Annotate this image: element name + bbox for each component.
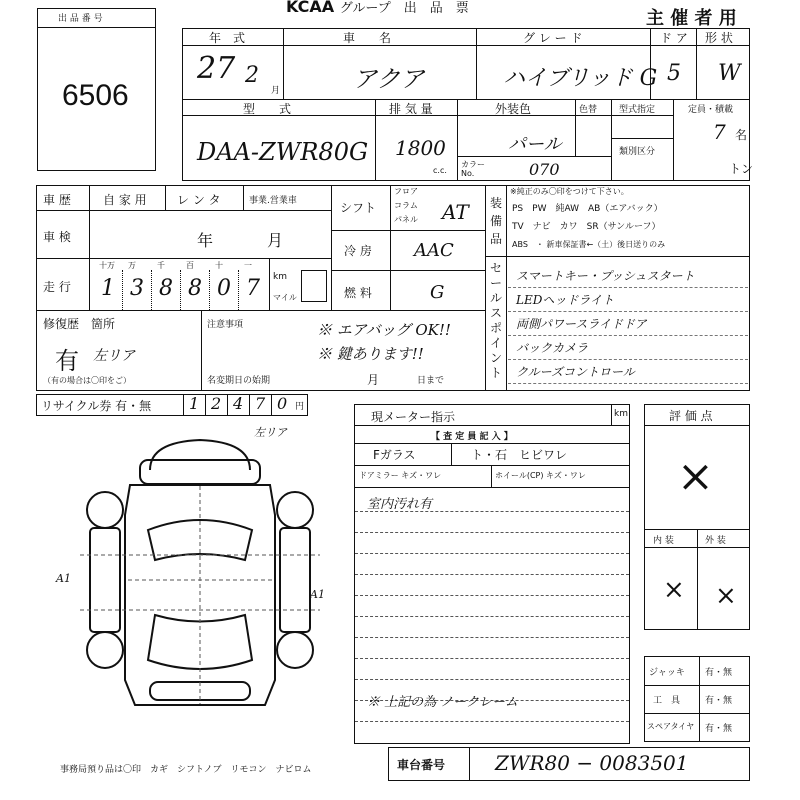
recycle-block bbox=[36, 394, 308, 416]
mileage-digit: 1 bbox=[101, 276, 115, 301]
history-option-business[interactable]: 事業.営業車 bbox=[249, 196, 297, 206]
inspector-section-title: 【 査 定 員 記 入 】 bbox=[431, 432, 513, 442]
sales-point-item: 両側パワースライドドア bbox=[516, 317, 647, 331]
evaluation-score: × bbox=[677, 451, 714, 502]
equipment-line-2: TV ナビ カワ SR（サンルーフ） bbox=[512, 222, 661, 232]
jack-yes-no[interactable]: 有・無 bbox=[705, 668, 733, 678]
mileage-digit: 0 bbox=[217, 276, 231, 301]
inspection-year: 年 bbox=[197, 231, 214, 250]
door-value: 5 bbox=[667, 61, 681, 86]
deadline-day: 日まで bbox=[417, 376, 445, 386]
tools-yes-no[interactable]: 有・無 bbox=[705, 696, 733, 706]
jack-label: ジャッキ bbox=[649, 668, 685, 678]
shift-value: AT bbox=[442, 200, 469, 224]
diagram-left-mark: A1 bbox=[56, 572, 71, 585]
mileage-digit: 8 bbox=[188, 276, 202, 301]
evaluation-label: 評 価 点 bbox=[669, 409, 713, 423]
repair-value: 有 bbox=[55, 347, 79, 375]
sales-point-item: LEDヘッドライト bbox=[516, 293, 614, 307]
category-label: 類別区分 bbox=[619, 147, 656, 157]
equipment-check-block bbox=[644, 656, 750, 742]
tools-label: 工 具 bbox=[653, 696, 681, 706]
sales-point-item: スマートキー・プッシュスタート bbox=[516, 269, 695, 283]
caution-line-2: ※ 鍵あります!! bbox=[317, 345, 424, 363]
spare-yes-no[interactable]: 有・無 bbox=[705, 724, 733, 734]
recycle-digit: 7 bbox=[255, 394, 266, 413]
repair-block bbox=[36, 310, 486, 391]
color-label: 外装色 bbox=[495, 102, 532, 116]
color-change-label: 色替 bbox=[579, 105, 598, 115]
door-label: ド ア bbox=[660, 31, 688, 45]
mileage-label: 走 行 bbox=[43, 280, 71, 294]
grade-value: ハイブリッド G bbox=[503, 66, 658, 91]
vehicle-row-1 bbox=[182, 28, 750, 100]
mile-label: マイル bbox=[273, 293, 297, 302]
fuel-value: G bbox=[430, 282, 445, 303]
caution-line-1: ※ エアバッグ OK!! bbox=[317, 321, 451, 339]
shift-column: コラム bbox=[394, 201, 418, 210]
mileage-digit: 7 bbox=[246, 276, 260, 301]
brand-logo: KCAA bbox=[286, 0, 335, 16]
model-value: DAA-ZWR80G bbox=[197, 138, 369, 166]
repair-detail: 左リア bbox=[93, 348, 135, 364]
recycle-label: リサイクル券 有・無 bbox=[41, 399, 152, 413]
km-label: km bbox=[273, 272, 287, 282]
recycle-digit: 2 bbox=[211, 394, 222, 413]
color-no-value: 070 bbox=[529, 160, 560, 179]
group-title: グループ 出 品 票 bbox=[339, 1, 469, 16]
brand-title bbox=[286, 0, 469, 16]
glass-label: Fガラス bbox=[373, 448, 416, 462]
lot-number-label: 出 品 番 号 bbox=[58, 14, 103, 24]
mirror-label: ドアミラー キズ・ワレ bbox=[359, 471, 442, 480]
organizer-copy: 主 催 者 用 bbox=[646, 8, 737, 29]
shape-value: W bbox=[718, 61, 741, 86]
equipment-block bbox=[485, 185, 750, 257]
chassis-value: ZWR80 − 0083501 bbox=[495, 751, 689, 775]
sales-point-item: クルーズコントロール bbox=[516, 365, 635, 379]
inspector-block bbox=[354, 404, 630, 744]
displacement-label: 排 気 量 bbox=[389, 102, 433, 116]
shift-label: シフト bbox=[340, 201, 377, 215]
sales-point-item: バックカメラ bbox=[516, 341, 589, 355]
shape-label: 形 状 bbox=[705, 31, 733, 45]
chassis-block bbox=[388, 747, 750, 781]
equipment-label: 装備品 bbox=[490, 196, 503, 246]
color-value: パール bbox=[508, 134, 562, 155]
mileage-unit-label: 一 bbox=[244, 261, 252, 270]
shift-panel: パネル bbox=[394, 215, 418, 224]
vehicle-row-2 bbox=[182, 99, 754, 181]
month-unit: 月 bbox=[271, 86, 281, 96]
inspector-remark-2: ※ 上記の為 ノークレーム bbox=[367, 695, 518, 710]
meter-label: 現メーター指示 bbox=[371, 410, 456, 424]
mileage-unit-label: 万 bbox=[128, 261, 136, 270]
exterior-label: 外 装 bbox=[705, 536, 726, 546]
mileage-unit-label: 十 bbox=[215, 261, 223, 270]
equipment-line-3: ABS ・ 新車保証書←（土）後日送りのみ bbox=[512, 240, 666, 249]
capacity-label: 定員・積載 bbox=[688, 105, 734, 115]
fuel-label: 燃 料 bbox=[344, 286, 372, 300]
history-option-private[interactable]: 自 家 用 bbox=[103, 193, 147, 207]
equipment-note: ※純正のみ〇印をつけて下さい。 bbox=[510, 187, 629, 196]
shift-floor: フロア bbox=[394, 187, 418, 196]
ac-value: AAC bbox=[414, 240, 454, 261]
lot-number: 6506 bbox=[62, 79, 129, 112]
car-name-label: 車 名 bbox=[343, 31, 392, 45]
shift-block bbox=[331, 185, 486, 311]
history-label: 車 歴 bbox=[43, 193, 71, 207]
year-label: 年 式 bbox=[209, 31, 246, 45]
interior-score: × bbox=[663, 575, 685, 605]
car-name-value: アクア bbox=[353, 65, 425, 93]
history-option-rental[interactable]: レ ン タ bbox=[177, 193, 221, 207]
mileage-digit: 8 bbox=[159, 276, 173, 301]
inspector-remark-1: 室内汚れ有 bbox=[367, 497, 433, 512]
deadline-month: 月 bbox=[367, 373, 380, 387]
spare-label: スペアタイヤ bbox=[647, 722, 695, 731]
wheel-label: ホイール(CP) キズ・ワレ bbox=[495, 471, 586, 480]
model-label: 型 式 bbox=[243, 102, 292, 116]
evaluation-block bbox=[644, 404, 750, 630]
recycle-digit: 1 bbox=[189, 394, 200, 413]
load-unit: トン bbox=[729, 162, 754, 176]
mileage-unit-label: 千 bbox=[157, 261, 165, 270]
exterior-score: × bbox=[715, 581, 737, 611]
mileage-unit-label: 百 bbox=[186, 261, 194, 270]
history-block bbox=[36, 185, 332, 311]
sales-points-label: セールスポイント bbox=[490, 261, 503, 380]
sales-points-block bbox=[485, 256, 750, 391]
year-value: 27 bbox=[197, 51, 236, 86]
chassis-label: 車台番号 bbox=[397, 758, 446, 772]
equipment-line-1: PS PW 純AW AB（エアバック） bbox=[512, 204, 663, 214]
glass-options: ト・石 ヒビワレ bbox=[471, 448, 568, 462]
color-no-label: カラー No. bbox=[461, 160, 485, 178]
displacement-value: 1800 bbox=[395, 136, 446, 160]
grade-label: グ レ ー ド bbox=[523, 31, 583, 45]
mileage-digit: 3 bbox=[130, 276, 144, 301]
inspection-label: 車 検 bbox=[43, 230, 71, 244]
office-note: 事務局預り品は〇印 カギ シフトノブ リモコン ナビロム bbox=[60, 765, 312, 775]
ac-label: 冷 房 bbox=[344, 244, 372, 258]
capacity-value: 7 bbox=[713, 120, 726, 144]
cc-unit: c.c. bbox=[433, 166, 447, 175]
recycle-digit: 4 bbox=[233, 394, 244, 413]
interior-label: 内 装 bbox=[653, 536, 674, 546]
caution-label: 注意事項 bbox=[207, 320, 244, 330]
inspection-month: 月 bbox=[267, 231, 284, 250]
mileage-unit-label: 十万 bbox=[99, 261, 115, 270]
meter-km: km bbox=[614, 409, 628, 419]
repair-label: 修復歴 箇所 bbox=[43, 317, 116, 331]
car-damage-diagram bbox=[70, 430, 330, 730]
diagram-top-mark: 左リア bbox=[254, 426, 287, 439]
deadline-label: 名変期日の始期 bbox=[207, 376, 271, 386]
recycle-unit: 円 bbox=[295, 402, 305, 412]
recycle-digit: 0 bbox=[277, 394, 288, 413]
capacity-unit: 名 bbox=[735, 128, 748, 142]
month-value: 2 bbox=[245, 63, 259, 88]
lot-number-box bbox=[37, 8, 156, 171]
model-designation-label: 型式指定 bbox=[619, 105, 656, 115]
repair-note: （有の場合は〇印をご） bbox=[43, 376, 131, 385]
diagram-right-mark: A1 bbox=[310, 588, 325, 601]
